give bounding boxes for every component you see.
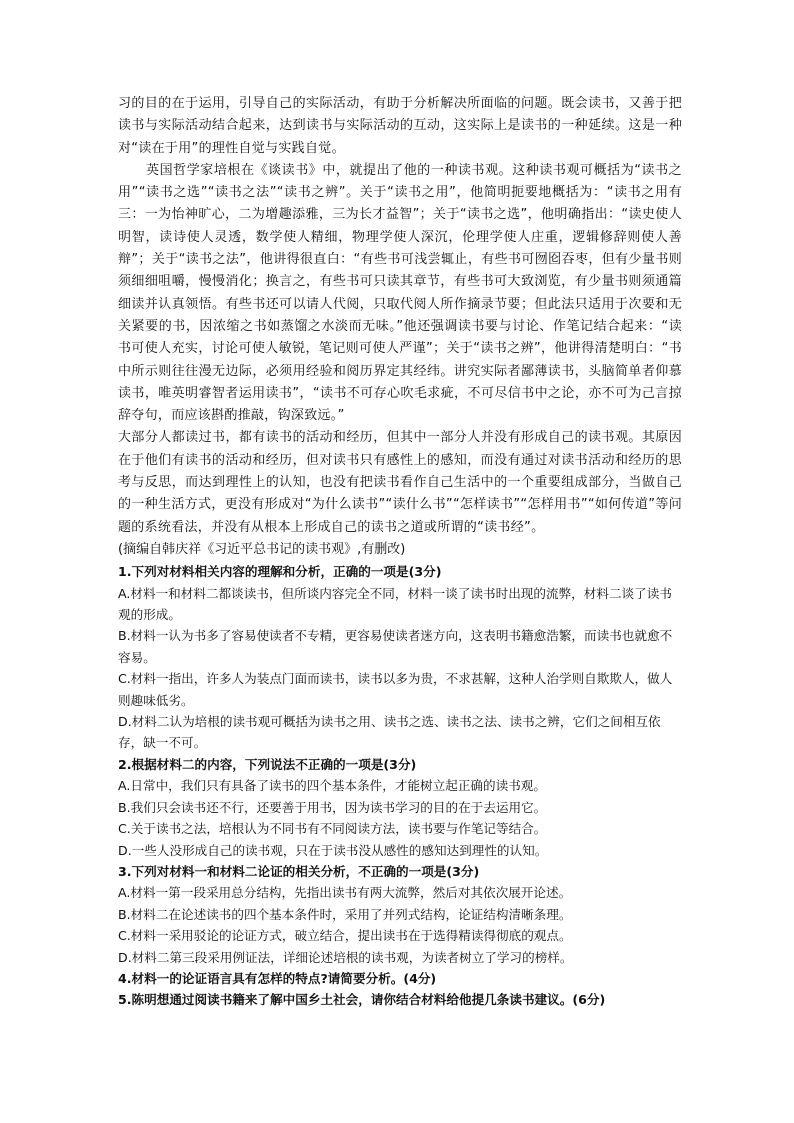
option-b: B.材料一认为书多了容易使读者不专精，更容易使读者迷方向，这表明书籍愈浩繁，而读书也就愈不容易。: [118, 628, 673, 665]
question-stem: 1.下列对材料相关内容的理解和分析，正确的一项是(3分): [118, 564, 442, 580]
question-stem: 3.下列对材料一和材料二论证的相关分析，不正确的一项是(3分): [118, 863, 480, 879]
option-d: D.材料二第三段采用例证法，详细论述培根的读书观，为读者树立了学习的榜样。: [118, 949, 573, 965]
option-b: B.我们只会读书还不行，还要善于用书，因为读书学习的目的在于去运用它。: [118, 799, 547, 815]
question-3: [118, 861, 682, 968]
paragraph-3: 大部分人都读过书，都有读书的活动和经历，但其中一部分人并没有形成自己的读书观。其原因在于他们有读书的活动和经历，但对读书只有感性上的感知，而没有通过对读书活动和经历的思考与反思，而达到理性上的认知，也没有把读书看作自己生活中的一个重要组成部分，当做自己的一种生活方式，更没有形成对“为什么读书”“读什么书”“怎样读书”“怎样用书”“如何传道”等问题的系统看法，并没有从根本上形成自己的读书之道或所谓的“读书经”。: [118, 430, 682, 535]
option-b: B.材料二在论述读书的四个基本条件时，采用了并列式结构，论证结构清晰条理。: [118, 906, 572, 922]
paragraph-1: 习的目的在于运用，引导自己的实际活动，有助于分析解决所面临的问题。既会读书，又善于把读书与实际活动结合起来，达到读书与实际活动的互动，这实际上是读书的一种延续。这是一种对“读在于用”的理性自觉与实践自觉。: [118, 96, 682, 156]
question-stem: 4.材料一的论证语言具有怎样的特点?请简要分析。(4分): [118, 970, 437, 986]
question-4: [118, 968, 682, 989]
question-stem: 2.根据材料二的内容，下列说法不正确的一项是(3分): [118, 756, 417, 772]
option-d: D.材料二认为培根的读书观可概括为读书之用、读书之选、读书之法、读书之辨，它们之间相互依存，缺一不可。: [118, 714, 661, 751]
option-c: C.关于读书之法，培根认为不同书有不同阅读方法，读书要与作笔记等结合。: [118, 821, 547, 837]
option-a: A.日常中，我们只有具备了读书的四个基本条件，才能树立起正确的读书观。: [118, 778, 546, 794]
option-c: C.材料一指出，许多人为装点门面而读书，读书以多为贵，不求甚解，这种人治学则自欺欺人，做人则趣味低劣。: [118, 671, 673, 708]
question-5: [118, 989, 682, 1010]
document-page: [118, 93, 682, 1011]
option-c: C.材料一采用驳论的论证方式，破立结合，提出读书在于选得精读得彻底的观点。: [118, 928, 572, 944]
option-a: A.材料一和材料二都谈读书，但所谈内容完全不同，材料一谈了读书时出现的流弊，材料二谈了读书观的形成。: [118, 585, 672, 623]
paragraph-2: 英国哲学家培根在《谈读书》中，就提出了他的一种读书观。这种读书观可概括为“读书之用”“读书之选”“读书之法”“读书之辨”。关于“读书之用”，他简明扼要地概括为：“读书之用有三：一为怡神旷心，二为增趣添雅，三为长才益智”；关于“读书之选”，他明确指出：“读史使人明智，读诗使人灵透，数学使人精细，物理学使人深沉，伦理学使人庄重，逻辑修辞则使人善辩”；关于“读书之法”，他讲得很直白：“有些书可浅尝辄止，有些书可囫囵吞枣，但有少量书则须细细咀嚼，慢慢消化；换言之，有些书可只读其章节，有些书可大致浏览，有少量书则须通篇细读并认真领悟。有些书还可以请人代阅，只取代阅人所作摘录节要；但此法只适用于次要和无关紧要的书，因浓缩之书如蒸馏之水淡而无味。”他还强调读书要与讨论、作笔记结合起来：“读书可使人充实，讨论可使人敏锐，笔记则可使人严谨”；关于“读书之辨”，他讲得清楚明白：“书中所示则往往漫无边际，必须用经验和阅历界定其经纬。讲究实际者鄙薄读书，头脑简单者仰慕读书，唯英明睿智者运用读书”，“读书不可存心吹毛求疵，不可尽信书中之论，亦不可为己言掠辞夺句，而应该斟酌推敲，钩深致远。”: [118, 162, 682, 424]
source-citation: (摘编自韩庆祥《习近平总书记的读书观》,有删改): [118, 541, 406, 557]
option-d: D.一些人没形成自己的读书观，只在于读书没从感性的感知达到理性的认知。: [118, 842, 548, 858]
question-1: [118, 561, 682, 754]
question-2: [118, 754, 682, 861]
option-a: A.材料一第一段采用总分结构，先指出读书有两大流弊，然后对其依次展开论述。: [118, 885, 572, 901]
question-stem: 5.陈明想通过阅读书籍来了解中国乡土社会，请你结合材料给他提几条读书建议。(6分): [118, 992, 606, 1008]
